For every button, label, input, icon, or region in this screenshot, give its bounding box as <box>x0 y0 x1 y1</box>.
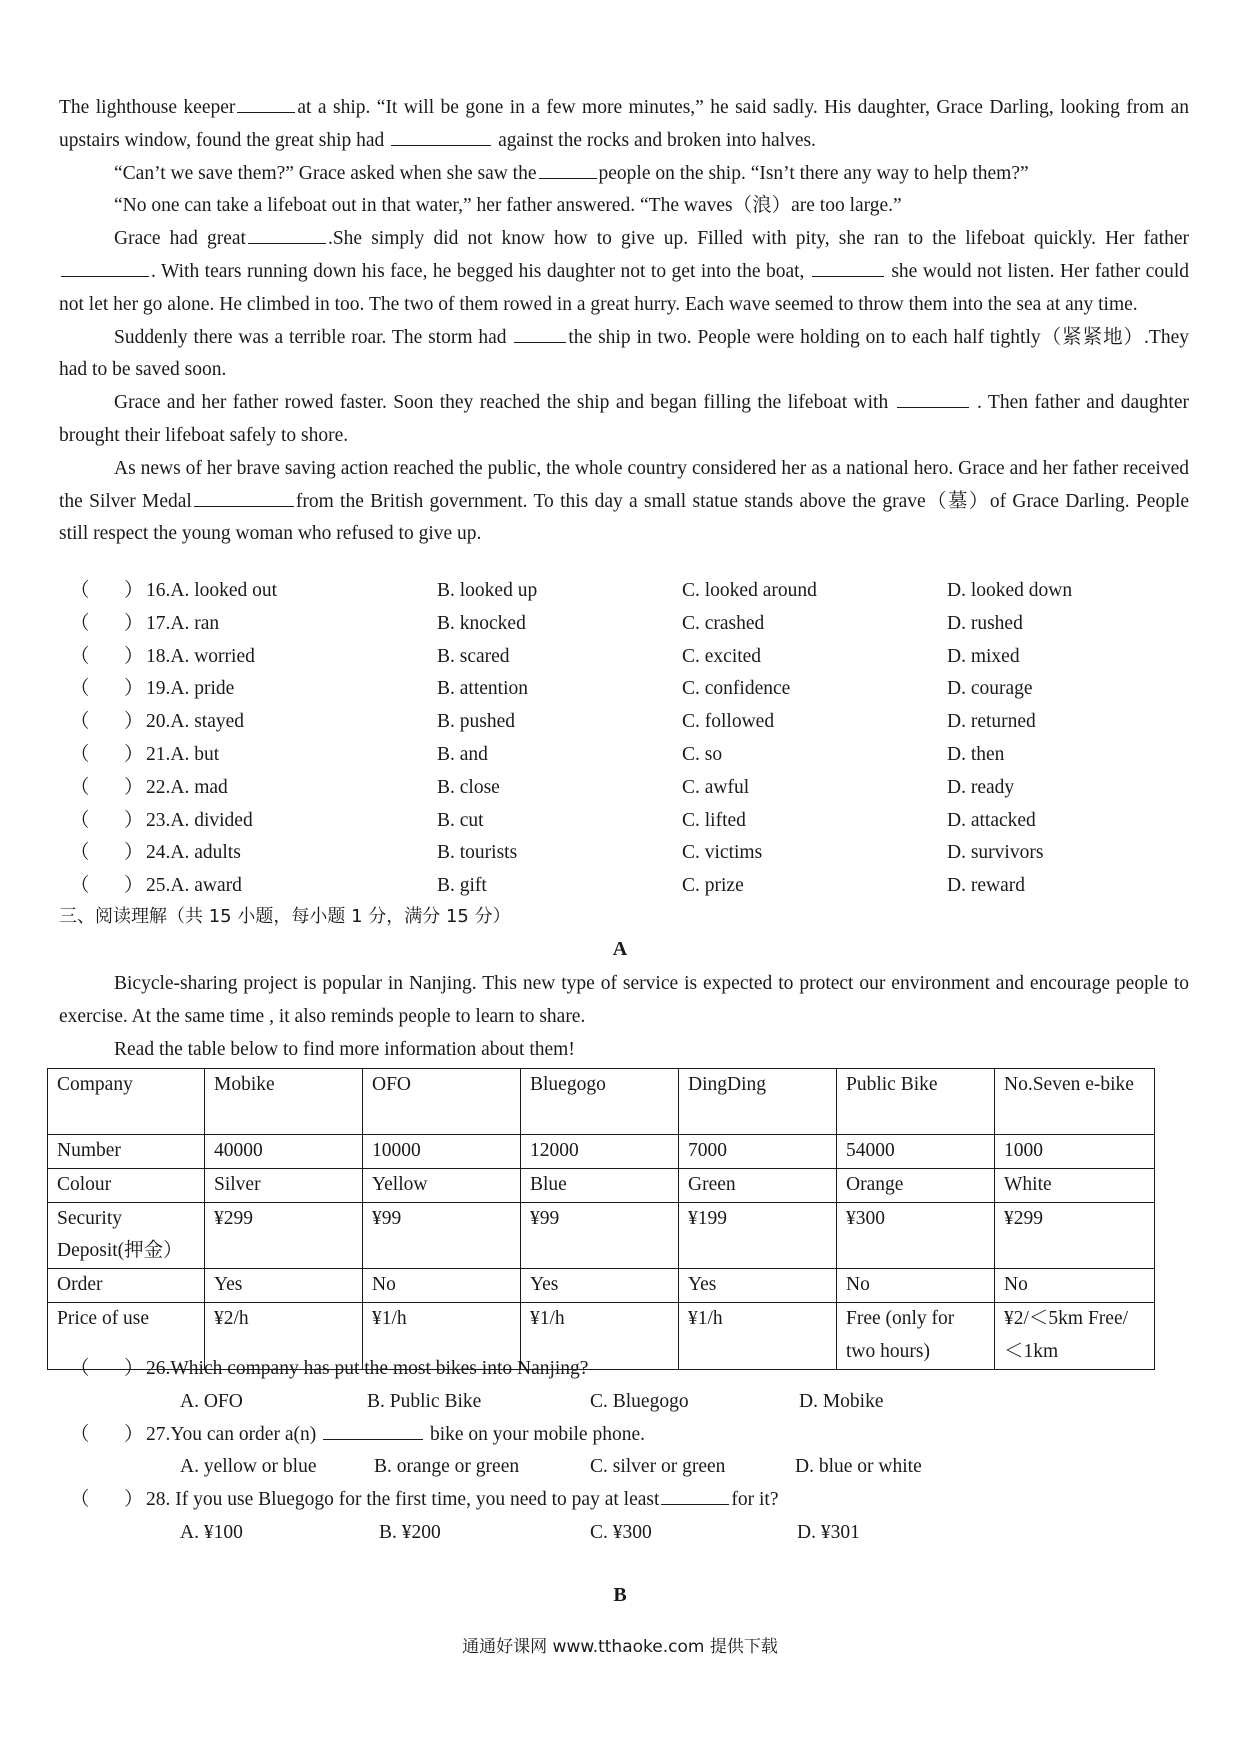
answer-blank <box>514 322 566 343</box>
option-b: B. cut <box>437 809 484 831</box>
table-cell: No <box>995 1269 1155 1303</box>
passage-text: Suddenly there was a terrible roar. The storm had <box>114 326 513 348</box>
cloze-question-row <box>62 641 1192 674</box>
question-stem-row <box>62 1353 1192 1386</box>
stem-text: for it? <box>731 1489 779 1511</box>
option-d: D. Mobike <box>799 1390 884 1412</box>
table-cell: 1000 <box>995 1135 1155 1169</box>
passage-text: against the rocks and broken into halves. <box>493 129 816 151</box>
answer-paren-close: ） <box>124 809 144 831</box>
passage-text: Grace and her father rowed faster. Soon they reached the ship and began filling the lifeboat with <box>114 392 895 414</box>
table-cell: Yes <box>679 1269 837 1303</box>
table-cell: ¥1/h <box>521 1302 679 1369</box>
option-d: D. ¥301 <box>797 1521 860 1543</box>
option-c: C. ¥300 <box>590 1521 652 1543</box>
option-d: D. rushed <box>947 612 1023 634</box>
option-c: C. looked around <box>682 580 817 601</box>
table-cell: Yellow <box>363 1168 521 1202</box>
option-a: 24.A. adults <box>146 842 241 864</box>
option-c: C. lifted <box>682 809 746 831</box>
table-cell: Public Bike <box>837 1069 995 1135</box>
cloze-question-row <box>62 575 1192 608</box>
option-c: C. confidence <box>682 678 791 700</box>
answer-paren-open: （ <box>70 743 90 765</box>
passage-paragraph <box>59 223 1189 321</box>
answer-paren-open: （ <box>70 711 90 733</box>
table-cell: 10000 <box>363 1135 521 1169</box>
table-cell: Yes <box>205 1269 363 1303</box>
option-b: B. tourists <box>437 842 518 864</box>
passage-text: people on the ship. “Isn’t there any way to help them?” <box>598 162 1029 184</box>
table-row <box>48 1069 1155 1135</box>
row-label-cell: Price of use <box>48 1302 205 1369</box>
option-c: C. Bluegogo <box>590 1390 689 1412</box>
row-label-cell: Colour <box>48 1168 205 1202</box>
option-a: 19.A. pride <box>146 678 235 700</box>
table-cell: 54000 <box>837 1135 995 1169</box>
question-options-row <box>62 1451 1192 1484</box>
option-d: D. ready <box>947 776 1015 798</box>
option-d: D. attacked <box>947 809 1036 831</box>
page-footer: 通通好课网 www.tthaoke.com 提供下载 <box>462 1637 778 1657</box>
question-options-row <box>62 1386 1192 1419</box>
table-row <box>48 1202 1155 1269</box>
option-a: A. yellow or blue <box>180 1456 317 1478</box>
passage-b-heading: B <box>613 1584 627 1606</box>
answer-paren-open: （ <box>70 1358 90 1379</box>
passage-paragraph <box>59 92 1189 158</box>
question-stem <box>146 1353 588 1386</box>
passage-paragraph <box>59 387 1189 453</box>
answer-blank <box>391 125 491 146</box>
option-c: C. silver or green <box>590 1456 726 1478</box>
reading-questions <box>62 1353 1192 1550</box>
table-cell: ¥299 <box>995 1202 1155 1269</box>
answer-blank <box>323 1419 423 1440</box>
cloze-question-row <box>62 805 1192 838</box>
table-cell: DingDing <box>679 1069 837 1135</box>
option-c: C. excited <box>682 645 762 667</box>
passage-text: . With tears running down his face, he begged his daughter not to get into the boat, <box>151 260 810 282</box>
cloze-question-row <box>62 837 1192 870</box>
table-cell: OFO <box>363 1069 521 1135</box>
option-d: D. looked down <box>947 580 1073 601</box>
row-label-cell: Number <box>48 1135 205 1169</box>
question-stem-row <box>62 1419 1192 1452</box>
option-b: B. orange or green <box>374 1456 520 1478</box>
table-row <box>48 1168 1155 1202</box>
stem-text: bike on your mobile phone. <box>425 1423 645 1445</box>
table-cell: Silver <box>205 1168 363 1202</box>
section-title: 三、阅读理解（共 15 小题，每小题 1 分，满分 15 分） <box>59 906 511 927</box>
answer-paren-open: （ <box>70 809 90 831</box>
cloze-question-row <box>62 772 1192 805</box>
answer-blank <box>812 256 884 277</box>
answer-paren-close: ） <box>124 711 144 733</box>
answer-paren-close: ） <box>124 743 144 765</box>
table-cell: 40000 <box>205 1135 363 1169</box>
option-a: 25.A. award <box>146 875 242 897</box>
option-a: 16.A. looked out <box>146 580 278 601</box>
answer-blank <box>661 1484 729 1505</box>
option-d: D. survivors <box>947 842 1044 864</box>
option-d: D. returned <box>947 711 1036 733</box>
table-cell: Yes <box>521 1269 679 1303</box>
table-cell: No <box>837 1269 995 1303</box>
cloze-question-row <box>62 870 1192 903</box>
option-b: B. Public Bike <box>367 1390 482 1412</box>
table-cell: ¥2/h <box>205 1302 363 1369</box>
cloze-question-row <box>62 608 1192 641</box>
option-c: C. prize <box>682 875 744 897</box>
question-stem <box>146 1419 645 1452</box>
passage-text: As news of her brave saving action reached the public, the whole country considered her as a national hero. Grace and her father received the Silver Medal <box>59 457 1189 512</box>
answer-paren-close: ） <box>124 1423 144 1445</box>
answer-blank <box>539 158 597 179</box>
option-a: 17.A. ran <box>146 612 220 634</box>
passage-text: “Can’t we save them?” Grace asked when she saw the <box>114 162 537 184</box>
table-cell: White <box>995 1168 1155 1202</box>
answer-paren-close: ） <box>124 1358 144 1379</box>
option-c: C. followed <box>682 711 775 733</box>
table-cell: ¥1/h <box>679 1302 837 1369</box>
cloze-options-list <box>62 575 1192 903</box>
answer-paren-open: （ <box>70 612 90 634</box>
table-cell: Bluegogo <box>521 1069 679 1135</box>
passage-paragraph: “No one can take a lifeboat out in that water,” her father answered. “The waves（浪）are too large.” <box>114 195 902 217</box>
row-label-cell: Order <box>48 1269 205 1303</box>
table-cell: ¥199 <box>679 1202 837 1269</box>
cloze-question-row <box>62 706 1192 739</box>
intro-paragraph: Read the table below to find more information about them! <box>114 1038 575 1060</box>
option-b: B. gift <box>437 875 487 897</box>
passage-paragraph <box>59 322 1189 388</box>
table-cell: Free (only for two hours) <box>837 1302 995 1369</box>
option-a: 21.A. but <box>146 743 220 765</box>
table-cell: ¥99 <box>521 1202 679 1269</box>
passage-a-intro <box>59 968 1189 1066</box>
answer-paren-open: （ <box>70 678 90 700</box>
option-b: B. and <box>437 743 488 765</box>
option-b: B. close <box>437 776 500 798</box>
answer-paren-close: ） <box>124 776 144 798</box>
option-a: 18.A. worried <box>146 645 255 667</box>
answer-blank <box>61 256 149 277</box>
option-d: D. reward <box>947 875 1025 897</box>
option-a: A. ¥100 <box>180 1521 243 1543</box>
table-cell: ¥300 <box>837 1202 995 1269</box>
answer-paren-close: ） <box>124 842 144 864</box>
table-row <box>48 1135 1155 1169</box>
answer-blank <box>194 486 294 507</box>
answer-paren-open: （ <box>70 645 90 667</box>
option-a: 23.A. divided <box>146 809 253 831</box>
option-d: D. blue or white <box>795 1456 922 1478</box>
option-a: A. OFO <box>180 1390 243 1412</box>
table-cell: ¥299 <box>205 1202 363 1269</box>
passage-text: from the British government. To this day a small statue stands above the grave（墓）of Grace Darling. People still respect the young woman who refused to give up. <box>59 490 1190 545</box>
answer-paren-close: ） <box>124 875 144 897</box>
option-b: B. pushed <box>437 711 515 733</box>
table-cell: No <box>363 1269 521 1303</box>
table-cell: 7000 <box>679 1135 837 1169</box>
stem-text: 28. If you use Bluegogo for the first time, you need to pay at least <box>146 1489 660 1511</box>
intro-paragraph: Bicycle-sharing project is popular in Nanjing. This new type of service is expected to protect our environment and encourage people to exercise. At the same time , it also reminds people to learn to share. <box>59 973 1189 1027</box>
answer-blank <box>237 92 295 113</box>
option-a: 22.A. mad <box>146 776 228 798</box>
table-cell: ¥2/＜5km Free/＜1km <box>995 1302 1155 1369</box>
passage-a-heading: A <box>612 938 628 960</box>
table-cell: Orange <box>837 1168 995 1202</box>
stem-text: 26.Which company has put the most bikes into Nanjing? <box>146 1358 589 1379</box>
option-d: D. mixed <box>947 645 1020 667</box>
option-c: C. so <box>682 743 723 765</box>
answer-paren-close: ） <box>124 1489 144 1511</box>
cloze-passage <box>59 92 1189 551</box>
answer-blank <box>248 223 326 244</box>
answer-paren-open: （ <box>70 1423 90 1445</box>
passage-text: Grace had great <box>114 228 246 250</box>
answer-paren-close: ） <box>124 612 144 634</box>
option-b: B. scared <box>437 645 510 667</box>
option-c: C. awful <box>682 776 750 798</box>
answer-paren-open: （ <box>70 842 90 864</box>
table-cell: Mobike <box>205 1069 363 1135</box>
cloze-question-row <box>62 739 1192 772</box>
answer-paren-close: ） <box>124 678 144 700</box>
passage-text: the ship in two. People were holding on to each half tightly（紧紧地）.They had to be saved soon. <box>59 326 1189 381</box>
table-cell: No.Seven e-bike <box>995 1069 1155 1135</box>
passage-paragraph <box>59 158 1189 191</box>
passage-text: . Then father and daughter brought their lifeboat safely to shore. <box>59 392 1190 446</box>
option-b: B. knocked <box>437 612 526 634</box>
question-options-row <box>62 1517 1192 1550</box>
option-c: C. victims <box>682 842 763 864</box>
table-cell: ¥99 <box>363 1202 521 1269</box>
answer-paren-close: ） <box>124 645 144 667</box>
cloze-question-row <box>62 673 1192 706</box>
answer-paren-open: （ <box>70 875 90 897</box>
table-cell: Blue <box>521 1168 679 1202</box>
passage-text: she would not listen. Her father could not let her go alone. He climbed in too. The two of them rowed in a great hurry. Each wave seemed to throw them into the sea at any time. <box>59 260 1189 315</box>
passage-text: at a ship. “It will be gone in a few more minutes,” he said sadly. His daughter, Grace Darling, looking from an upstairs window, found the great ship had <box>59 97 1189 151</box>
option-d: D. then <box>947 743 1005 765</box>
passage-paragraph <box>59 453 1189 551</box>
table-cell: Green <box>679 1168 837 1202</box>
row-label-cell: Security Deposit(押金） <box>48 1202 205 1269</box>
answer-paren-close: ） <box>124 580 144 601</box>
answer-paren-open: （ <box>70 776 90 798</box>
stem-text: 27.You can order a(n) <box>146 1423 322 1445</box>
question-stem <box>146 1484 779 1517</box>
option-b: B. looked up <box>437 580 538 601</box>
passage-text: .She simply did not know how to give up. Filled with pity, she ran to the lifeboat quickly. Her father <box>327 228 1190 250</box>
passage-text: The lighthouse keeper <box>59 97 236 118</box>
option-a: 20.A. stayed <box>146 711 245 733</box>
option-c: C. crashed <box>682 612 765 634</box>
bike-sharing-table <box>47 1068 1155 1370</box>
answer-paren-open: （ <box>70 580 90 601</box>
answer-paren-open: （ <box>70 1489 90 1511</box>
option-b: B. attention <box>437 678 528 700</box>
table-row <box>48 1269 1155 1303</box>
table-cell: 12000 <box>521 1135 679 1169</box>
option-b: B. ¥200 <box>379 1521 441 1543</box>
row-label-cell: Company <box>48 1069 205 1135</box>
option-d: D. courage <box>947 678 1033 700</box>
table-cell: ¥1/h <box>363 1302 521 1369</box>
answer-blank <box>897 387 969 408</box>
question-stem-row <box>62 1484 1192 1517</box>
